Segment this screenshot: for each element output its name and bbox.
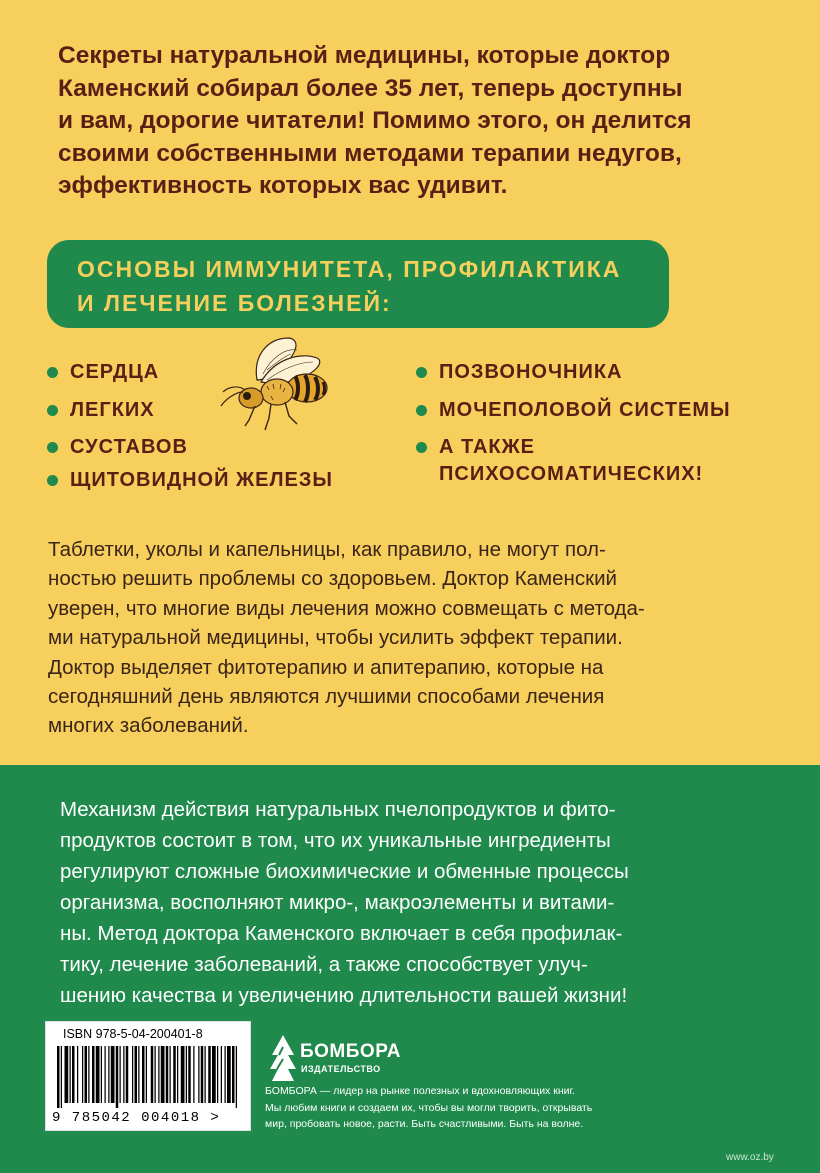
barcode-bar <box>236 1046 237 1108</box>
barcode-bar <box>116 1046 119 1108</box>
publisher-text <box>265 1083 592 1133</box>
bullet-icon <box>416 367 427 378</box>
barcode-bar <box>232 1046 235 1103</box>
barcode-bar <box>173 1046 176 1103</box>
publisher-logo-subtitle: ИЗДАТЕЛЬСТВО <box>301 1064 381 1074</box>
barcode-bar <box>70 1046 71 1103</box>
barcode-bar <box>77 1046 78 1103</box>
barcode-bar <box>205 1046 206 1103</box>
mechanism-line: Механизм действия натуральных пчелопродуктов и фито- <box>60 798 616 821</box>
barcode-bar <box>212 1046 216 1103</box>
mechanism-text <box>60 794 780 1011</box>
barcode-bar <box>188 1046 191 1103</box>
intro-line: Секреты натуральной медицины, которые доктор <box>58 42 671 69</box>
barcode-bar <box>85 1046 88 1103</box>
barcode-bar <box>123 1046 124 1103</box>
barcode-bar <box>108 1046 109 1103</box>
description-line: ностью решить проблемы со здоровьем. Доктор Каменский <box>48 567 617 591</box>
barcode-bar <box>158 1046 159 1103</box>
publisher-logo-name: БОМБОРА <box>300 1041 401 1062</box>
barcode-bar <box>221 1046 222 1103</box>
list-item-joints: СУСТАВОВ <box>70 436 188 458</box>
barcode-bar <box>65 1046 69 1103</box>
barcode-bar <box>135 1046 138 1103</box>
list-item-psychosomatic: ПСИХОСОМАТИЧЕСКИХ! <box>439 463 704 485</box>
intro-line: и вам, дорогие читатели! Помимо этого, он делится <box>58 107 692 134</box>
list-item-thyroid: ЩИТОВИДНОЙ ЖЕЛЕЗЫ <box>70 469 333 491</box>
intro-line: эффективность которых вас удивит. <box>58 172 508 199</box>
intro-line: Каменский собирал более 35 лет, теперь доступны <box>58 74 683 102</box>
barcode-bar <box>227 1046 231 1103</box>
barcode-bar <box>61 1046 62 1108</box>
isbn-digits: 9 785042 004018 > <box>52 1110 221 1126</box>
barcode-bar <box>208 1046 211 1103</box>
topics-banner <box>47 240 669 328</box>
intro-line: своими собственными методами терапии недугов, <box>58 139 682 167</box>
watermark: www.oz.by <box>726 1152 774 1163</box>
barcode-icon <box>57 1046 239 1108</box>
barcode-bar <box>198 1046 199 1103</box>
bullet-icon <box>47 405 58 416</box>
list-item-urogenital: МОЧЕПОЛОВОЙ СИСТЕМЫ <box>439 399 731 421</box>
bullet-icon <box>47 442 58 453</box>
barcode-bar <box>155 1046 156 1103</box>
list-item-heart: СЕРДЦА <box>70 361 160 383</box>
barcode-bar <box>111 1046 115 1103</box>
banner-line-1: ОСНОВЫ ИММУНИТЕТА, ПРОФИЛАКТИКА <box>77 256 622 282</box>
barcode-bar <box>161 1046 165 1103</box>
barcode-bar <box>217 1046 218 1103</box>
barcode-bar <box>166 1046 169 1103</box>
bee-icon <box>205 334 335 434</box>
barcode-bar <box>132 1046 133 1103</box>
barcode-bar <box>146 1046 147 1103</box>
publisher-line: БОМБОРА — лидер на рынке полезных и вдохновляющих книг. <box>265 1085 575 1097</box>
barcode-bar <box>186 1046 187 1103</box>
barcode-bar <box>126 1046 129 1103</box>
barcode-bar <box>88 1046 89 1103</box>
barcode-bar <box>142 1046 145 1103</box>
barcode-bar <box>96 1046 100 1103</box>
description-line: многих заболеваний. <box>48 714 249 738</box>
barcode-bar <box>181 1046 185 1103</box>
bullet-icon <box>416 442 427 453</box>
mechanism-line: регулируют сложные биохимические и обменные процессы <box>60 860 629 883</box>
barcode-bar <box>92 1046 95 1103</box>
isbn-label: ISBN 978-5-04-200401-8 <box>63 1027 203 1041</box>
mechanism-line: продуктов состоит в том, что их уникальные ингредиенты <box>60 829 611 852</box>
mechanism-line: организма, восполняют микро-, макроэлементы и витами- <box>60 891 615 914</box>
barcode-bar <box>138 1046 139 1103</box>
description-line: ми натуральной медицины, чтобы усилить эффект терапии. <box>48 626 623 650</box>
barcode-bar <box>193 1046 194 1103</box>
barcode-bar <box>151 1046 154 1103</box>
mechanism-line: ны. Метод доктора Каменского включает в себя профилак- <box>60 922 623 945</box>
barcode-bar <box>120 1046 121 1103</box>
list-item-also: А ТАКЖЕ <box>439 436 536 458</box>
mechanism-line: шению качества и увеличению длительности вашей жизни! <box>60 984 628 1007</box>
barcode-bar <box>177 1046 178 1103</box>
description-text <box>48 535 768 741</box>
isbn-barcode-box <box>45 1021 251 1131</box>
list-item-lungs: ЛЕГКИХ <box>70 399 155 421</box>
list-item-spine: ПОЗВОНОЧНИКА <box>439 361 623 383</box>
barcode-bar <box>82 1046 83 1103</box>
description-line: уверен, что многие виды лечения можно совмещать с метода- <box>48 596 645 620</box>
description-line: сегодняшний день являются лучшими способами лечения <box>48 685 605 709</box>
bullet-icon <box>47 367 58 378</box>
bullet-icon <box>47 475 58 486</box>
publisher-line: Мы любим книги и создаем их, чтобы вы могли творить, открывать <box>265 1101 593 1114</box>
barcode-bar <box>170 1046 171 1103</box>
barcode-bar <box>201 1046 204 1103</box>
banner-line-2: И ЛЕЧЕНИЕ БОЛЕЗНЕЙ: <box>77 290 392 316</box>
barcode-bar <box>101 1046 102 1103</box>
intro-text <box>58 40 758 203</box>
mechanism-line: тику, лечение заболеваний, а также способствует улуч- <box>60 953 588 976</box>
description-line: Доктор выделяет фитотерапию и апитерапию, которые на <box>48 655 604 679</box>
bullet-icon <box>416 405 427 416</box>
description-line: Таблетки, уколы и капельницы, как правило, не могут пол- <box>48 538 606 561</box>
barcode-bar <box>225 1046 226 1103</box>
publisher-line: мир, пробовать новое, расти. Быть счастливыми. Быть на волне. <box>265 1118 584 1130</box>
barcode-bar <box>72 1046 75 1103</box>
bombora-logo-icon <box>268 1033 298 1085</box>
barcode-bar <box>105 1046 106 1103</box>
barcode-bar <box>57 1046 60 1108</box>
